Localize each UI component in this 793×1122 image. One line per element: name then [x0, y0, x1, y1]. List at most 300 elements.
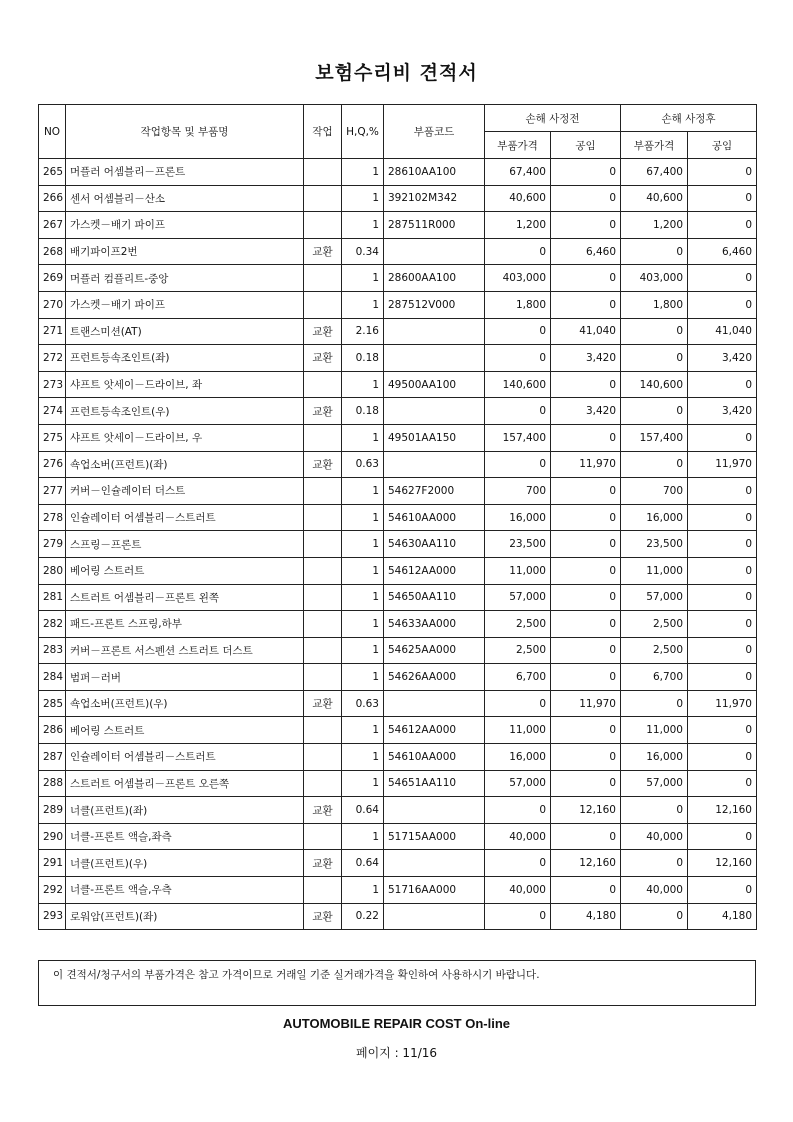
row-part-code: 54610AA000: [384, 744, 485, 771]
row-item-name: 프런트등속조인트(우): [66, 398, 304, 425]
row-before-part-price: 0: [485, 850, 551, 877]
row-no: 276: [39, 451, 66, 478]
row-after-part-price: 57,000: [621, 584, 688, 611]
row-no: 269: [39, 265, 66, 292]
row-part-code: 54626AA000: [384, 664, 485, 691]
row-before-part-price: 57,000: [485, 770, 551, 797]
row-before-part-price: 0: [485, 398, 551, 425]
page-number: 페이지 : 11/16: [355, 1046, 438, 1060]
row-after-part-price: 1,200: [621, 212, 688, 239]
row-item-name: 가스켓－배기 파이프: [66, 212, 304, 239]
row-before-part-price: 157,400: [485, 424, 551, 451]
row-after-labor: 0: [688, 557, 757, 584]
row-item-name: 트랜스미션(AT): [66, 318, 304, 345]
table-row: [39, 345, 757, 372]
table-row: [39, 185, 757, 212]
row-part-code: [384, 238, 485, 265]
row-part-code: [384, 903, 485, 930]
row-part-code: 54627F2000: [384, 478, 485, 505]
row-work-type: [304, 717, 342, 744]
row-after-part-price: 1,800: [621, 291, 688, 318]
row-hq: 1: [342, 212, 384, 239]
row-item-name: 커버－인슐레이터 더스트: [66, 478, 304, 505]
row-after-labor: 11,970: [688, 690, 757, 717]
row-after-labor: 0: [688, 770, 757, 797]
row-hq: 1: [342, 265, 384, 292]
row-before-labor: 0: [551, 291, 621, 318]
row-work-type: [304, 185, 342, 212]
row-after-labor: 0: [688, 185, 757, 212]
document-title: 보험수리비 견적서: [315, 62, 478, 84]
row-after-labor: 11,970: [688, 451, 757, 478]
row-work-type: 교환: [304, 318, 342, 345]
row-item-name: 프런트등속조인트(좌): [66, 345, 304, 372]
row-part-code: 54612AA000: [384, 557, 485, 584]
row-before-labor: 0: [551, 371, 621, 398]
row-no: 273: [39, 371, 66, 398]
row-no: 292: [39, 877, 66, 904]
table-row: [39, 291, 757, 318]
row-no: 287: [39, 744, 66, 771]
row-before-part-price: 57,000: [485, 584, 551, 611]
row-part-code: [384, 398, 485, 425]
row-before-part-price: 2,500: [485, 637, 551, 664]
row-hq: 0.34: [342, 238, 384, 265]
row-before-labor: 12,160: [551, 850, 621, 877]
row-hq: 1: [342, 717, 384, 744]
row-no: 282: [39, 611, 66, 638]
row-after-labor: 3,420: [688, 398, 757, 425]
table-row: [39, 903, 757, 930]
table-row: [39, 265, 757, 292]
row-part-code: 28610AA100: [384, 159, 485, 186]
estimate-table: [38, 104, 757, 930]
table-row: [39, 159, 757, 186]
row-before-part-price: 2,500: [485, 611, 551, 638]
row-no: 285: [39, 690, 66, 717]
table-row: [39, 797, 757, 824]
row-no: 267: [39, 212, 66, 239]
row-work-type: 교환: [304, 451, 342, 478]
row-part-code: 54633AA000: [384, 611, 485, 638]
row-work-type: [304, 823, 342, 850]
row-before-labor: 12,160: [551, 797, 621, 824]
row-item-name: 커버－프론트 서스펜션 스트러트 더스트: [66, 637, 304, 664]
row-item-name: 패드-프론트 스프링,하부: [66, 611, 304, 638]
row-after-part-price: 23,500: [621, 531, 688, 558]
row-part-code: [384, 345, 485, 372]
row-no: 265: [39, 159, 66, 186]
row-before-labor: 0: [551, 424, 621, 451]
row-after-part-price: 2,500: [621, 611, 688, 638]
row-work-type: [304, 371, 342, 398]
row-after-labor: 0: [688, 265, 757, 292]
row-before-labor: 41,040: [551, 318, 621, 345]
row-before-part-price: 40,600: [485, 185, 551, 212]
row-before-part-price: 16,000: [485, 744, 551, 771]
row-work-type: [304, 531, 342, 558]
row-after-part-price: 16,000: [621, 744, 688, 771]
row-before-part-price: 0: [485, 451, 551, 478]
row-before-part-price: 40,000: [485, 877, 551, 904]
row-no: 268: [39, 238, 66, 265]
row-before-part-price: 403,000: [485, 265, 551, 292]
row-item-name: 범퍼－러버: [66, 664, 304, 691]
table-row: [39, 690, 757, 717]
row-before-labor: 4,180: [551, 903, 621, 930]
row-after-part-price: 700: [621, 478, 688, 505]
row-before-part-price: 16,000: [485, 504, 551, 531]
row-after-part-price: 16,000: [621, 504, 688, 531]
row-after-labor: 0: [688, 823, 757, 850]
row-hq: 0.18: [342, 345, 384, 372]
row-before-part-price: 40,000: [485, 823, 551, 850]
row-before-part-price: 11,000: [485, 557, 551, 584]
row-after-labor: 0: [688, 212, 757, 239]
table-row: [39, 744, 757, 771]
table-row: [39, 504, 757, 531]
header-code: 부품코드: [384, 105, 485, 159]
row-before-labor: 0: [551, 159, 621, 186]
row-item-name: 머플러 컴플리트-중앙: [66, 265, 304, 292]
row-item-name: 너클-프론트 액슬,우측: [66, 877, 304, 904]
row-before-part-price: 1,800: [485, 291, 551, 318]
row-after-part-price: 0: [621, 690, 688, 717]
row-hq: 1: [342, 371, 384, 398]
row-work-type: 교환: [304, 345, 342, 372]
row-work-type: [304, 159, 342, 186]
row-item-name: 쇽업소버(프런트)(우): [66, 690, 304, 717]
table-row: [39, 478, 757, 505]
row-after-part-price: 0: [621, 238, 688, 265]
row-part-code: [384, 451, 485, 478]
row-part-code: 49501AA150: [384, 424, 485, 451]
row-hq: 0.63: [342, 451, 384, 478]
row-item-name: 스트러트 어셈블리－프론트 왼쪽: [66, 584, 304, 611]
row-hq: 1: [342, 770, 384, 797]
row-before-labor: 0: [551, 611, 621, 638]
row-work-type: [304, 557, 342, 584]
table-row: [39, 823, 757, 850]
row-item-name: 머플러 어셈블리－프론트: [66, 159, 304, 186]
row-hq: 1: [342, 744, 384, 771]
row-item-name: 인슐레이터 어셈블리－스트러트: [66, 504, 304, 531]
row-before-part-price: 700: [485, 478, 551, 505]
header-after-group: 손해 사정후: [621, 105, 757, 132]
row-part-code: [384, 690, 485, 717]
row-before-labor: 0: [551, 877, 621, 904]
row-work-type: 교환: [304, 690, 342, 717]
row-no: 283: [39, 637, 66, 664]
row-item-name: 스프링－프론트: [66, 531, 304, 558]
row-hq: 2.16: [342, 318, 384, 345]
row-no: 266: [39, 185, 66, 212]
row-after-part-price: 11,000: [621, 717, 688, 744]
row-before-labor: 0: [551, 557, 621, 584]
row-part-code: 54650AA110: [384, 584, 485, 611]
row-hq: 1: [342, 584, 384, 611]
row-part-code: 54630AA110: [384, 531, 485, 558]
table-row: [39, 717, 757, 744]
row-hq: 1: [342, 185, 384, 212]
row-no: 270: [39, 291, 66, 318]
table-row: [39, 238, 757, 265]
row-no: 279: [39, 531, 66, 558]
row-before-labor: 0: [551, 531, 621, 558]
row-after-labor: 12,160: [688, 797, 757, 824]
row-after-labor: 0: [688, 611, 757, 638]
row-before-part-price: 23,500: [485, 531, 551, 558]
row-after-labor: 0: [688, 664, 757, 691]
row-before-labor: 11,970: [551, 690, 621, 717]
row-work-type: [304, 877, 342, 904]
row-after-labor: 0: [688, 371, 757, 398]
row-hq: 1: [342, 637, 384, 664]
header-work: 작업: [304, 105, 342, 159]
row-no: 286: [39, 717, 66, 744]
header-item: 작업항목 및 부품명: [66, 105, 304, 159]
row-after-part-price: 0: [621, 451, 688, 478]
row-before-labor: 0: [551, 478, 621, 505]
row-no: 272: [39, 345, 66, 372]
table-row: [39, 212, 757, 239]
header-before-part-price: 부품가격: [485, 132, 551, 159]
row-no: 289: [39, 797, 66, 824]
row-before-labor: 0: [551, 265, 621, 292]
row-item-name: 베어링 스트러트: [66, 717, 304, 744]
row-after-labor: 4,180: [688, 903, 757, 930]
row-part-code: 54610AA000: [384, 504, 485, 531]
row-part-code: 28600AA100: [384, 265, 485, 292]
row-before-labor: 0: [551, 717, 621, 744]
row-item-name: 너클(프런트)(우): [66, 850, 304, 877]
row-before-labor: 0: [551, 823, 621, 850]
row-item-name: 로워암(프런트)(좌): [66, 903, 304, 930]
row-part-code: 54651AA110: [384, 770, 485, 797]
row-work-type: [304, 664, 342, 691]
row-work-type: [304, 478, 342, 505]
row-after-part-price: 157,400: [621, 424, 688, 451]
row-before-part-price: 1,200: [485, 212, 551, 239]
row-before-part-price: 67,400: [485, 159, 551, 186]
row-part-code: 54625AA000: [384, 637, 485, 664]
row-after-labor: 6,460: [688, 238, 757, 265]
row-before-part-price: 0: [485, 903, 551, 930]
row-hq: 1: [342, 159, 384, 186]
row-after-labor: 12,160: [688, 850, 757, 877]
row-after-labor: 0: [688, 424, 757, 451]
header-no: NO: [39, 105, 66, 159]
row-hq: 0.63: [342, 690, 384, 717]
row-no: 293: [39, 903, 66, 930]
row-before-labor: 0: [551, 664, 621, 691]
row-before-labor: 0: [551, 212, 621, 239]
header-before-group: 손해 사정전: [485, 105, 621, 132]
row-before-labor: 0: [551, 744, 621, 771]
row-after-part-price: 40,000: [621, 877, 688, 904]
row-work-type: [304, 770, 342, 797]
row-hq: 0.64: [342, 850, 384, 877]
row-after-part-price: 57,000: [621, 770, 688, 797]
row-before-part-price: 0: [485, 345, 551, 372]
row-after-labor: 0: [688, 877, 757, 904]
row-before-labor: 3,420: [551, 345, 621, 372]
row-part-code: 54612AA000: [384, 717, 485, 744]
row-hq: 0.64: [342, 797, 384, 824]
row-hq: 0.22: [342, 903, 384, 930]
row-before-labor: 0: [551, 584, 621, 611]
row-work-type: [304, 744, 342, 771]
row-work-type: [304, 611, 342, 638]
row-item-name: 인슐레이터 어셈블리－스트러트: [66, 744, 304, 771]
table-row: [39, 637, 757, 664]
row-hq: 1: [342, 557, 384, 584]
row-work-type: [304, 504, 342, 531]
row-before-part-price: 6,700: [485, 664, 551, 691]
price-notice: 이 견적서/청구서의 부품가격은 참고 가격이므로 거래일 기준 실거래가격을 확인하여 사용하시기 바랍니다.: [38, 960, 756, 1006]
row-item-name: 쇽업소버(프런트)(좌): [66, 451, 304, 478]
table-row: [39, 451, 757, 478]
row-after-part-price: 0: [621, 318, 688, 345]
row-after-labor: 0: [688, 744, 757, 771]
row-part-code: [384, 850, 485, 877]
row-after-part-price: 0: [621, 797, 688, 824]
row-after-labor: 0: [688, 291, 757, 318]
row-part-code: [384, 318, 485, 345]
row-no: 280: [39, 557, 66, 584]
row-part-code: 287511R000: [384, 212, 485, 239]
row-item-name: 너클(프런트)(좌): [66, 797, 304, 824]
table-row: [39, 611, 757, 638]
row-item-name: 가스켓－배기 파이프: [66, 291, 304, 318]
table-row: [39, 664, 757, 691]
row-before-labor: 6,460: [551, 238, 621, 265]
row-after-part-price: 0: [621, 850, 688, 877]
row-item-name: 샤프트 앗세이－드라이브, 좌: [66, 371, 304, 398]
table-body: [39, 159, 757, 930]
row-after-labor: 0: [688, 637, 757, 664]
row-item-name: 베어링 스트러트: [66, 557, 304, 584]
table-row: [39, 770, 757, 797]
row-after-part-price: 0: [621, 903, 688, 930]
row-item-name: 샤프트 앗세이－드라이브, 우: [66, 424, 304, 451]
row-after-labor: 0: [688, 478, 757, 505]
table-row: [39, 398, 757, 425]
header-hq: H,Q,%: [342, 105, 384, 159]
row-hq: 1: [342, 291, 384, 318]
row-before-labor: 0: [551, 504, 621, 531]
row-hq: 1: [342, 664, 384, 691]
row-after-part-price: 11,000: [621, 557, 688, 584]
row-hq: 1: [342, 823, 384, 850]
row-work-type: [304, 212, 342, 239]
footer-brand: AUTOMOBILE REPAIR COST On-line: [282, 1016, 511, 1031]
row-before-labor: 3,420: [551, 398, 621, 425]
row-before-part-price: 140,600: [485, 371, 551, 398]
table-row: [39, 531, 757, 558]
table-row: [39, 371, 757, 398]
row-no: 288: [39, 770, 66, 797]
row-part-code: [384, 797, 485, 824]
row-no: 278: [39, 504, 66, 531]
row-before-labor: 0: [551, 185, 621, 212]
row-after-part-price: 40,600: [621, 185, 688, 212]
row-after-part-price: 0: [621, 398, 688, 425]
row-after-labor: 0: [688, 504, 757, 531]
row-work-type: [304, 637, 342, 664]
row-after-part-price: 67,400: [621, 159, 688, 186]
row-work-type: 교환: [304, 238, 342, 265]
row-work-type: [304, 265, 342, 292]
row-after-part-price: 0: [621, 345, 688, 372]
row-hq: 1: [342, 531, 384, 558]
row-no: 290: [39, 823, 66, 850]
row-before-part-price: 0: [485, 690, 551, 717]
row-after-labor: 41,040: [688, 318, 757, 345]
row-work-type: 교환: [304, 398, 342, 425]
row-item-name: 배기파이프2번: [66, 238, 304, 265]
row-after-labor: 0: [688, 717, 757, 744]
row-before-part-price: 0: [485, 238, 551, 265]
row-work-type: [304, 584, 342, 611]
row-after-part-price: 140,600: [621, 371, 688, 398]
row-part-code: 49500AA100: [384, 371, 485, 398]
row-before-labor: 11,970: [551, 451, 621, 478]
row-item-name: 스트러트 어셈블리－프론트 오른쪽: [66, 770, 304, 797]
row-after-part-price: 403,000: [621, 265, 688, 292]
header-before-labor: 공임: [551, 132, 621, 159]
table-row: [39, 877, 757, 904]
row-before-part-price: 0: [485, 797, 551, 824]
row-no: 275: [39, 424, 66, 451]
row-no: 277: [39, 478, 66, 505]
row-no: 284: [39, 664, 66, 691]
row-part-code: 287512V000: [384, 291, 485, 318]
row-no: 271: [39, 318, 66, 345]
row-item-name: 너클-프론트 액슬,좌측: [66, 823, 304, 850]
row-before-part-price: 0: [485, 318, 551, 345]
row-hq: 1: [342, 877, 384, 904]
row-work-type: 교환: [304, 850, 342, 877]
table-header: [39, 105, 757, 159]
row-after-labor: 0: [688, 159, 757, 186]
row-work-type: [304, 291, 342, 318]
row-after-part-price: 2,500: [621, 637, 688, 664]
row-after-part-price: 40,000: [621, 823, 688, 850]
row-hq: 0.18: [342, 398, 384, 425]
row-after-part-price: 6,700: [621, 664, 688, 691]
row-work-type: 교환: [304, 903, 342, 930]
row-work-type: [304, 424, 342, 451]
row-after-labor: 0: [688, 584, 757, 611]
row-after-labor: 0: [688, 531, 757, 558]
header-after-labor: 공임: [688, 132, 757, 159]
row-part-code: 51716AA000: [384, 877, 485, 904]
row-item-name: 센서 어셈블리－산소: [66, 185, 304, 212]
row-hq: 1: [342, 478, 384, 505]
table-row: [39, 318, 757, 345]
header-after-part-price: 부품가격: [621, 132, 688, 159]
row-part-code: 392102M342: [384, 185, 485, 212]
row-part-code: 51715AA000: [384, 823, 485, 850]
table-row: [39, 557, 757, 584]
row-hq: 1: [342, 611, 384, 638]
row-work-type: 교환: [304, 797, 342, 824]
row-no: 281: [39, 584, 66, 611]
table-row: [39, 424, 757, 451]
row-hq: 1: [342, 504, 384, 531]
row-after-labor: 3,420: [688, 345, 757, 372]
